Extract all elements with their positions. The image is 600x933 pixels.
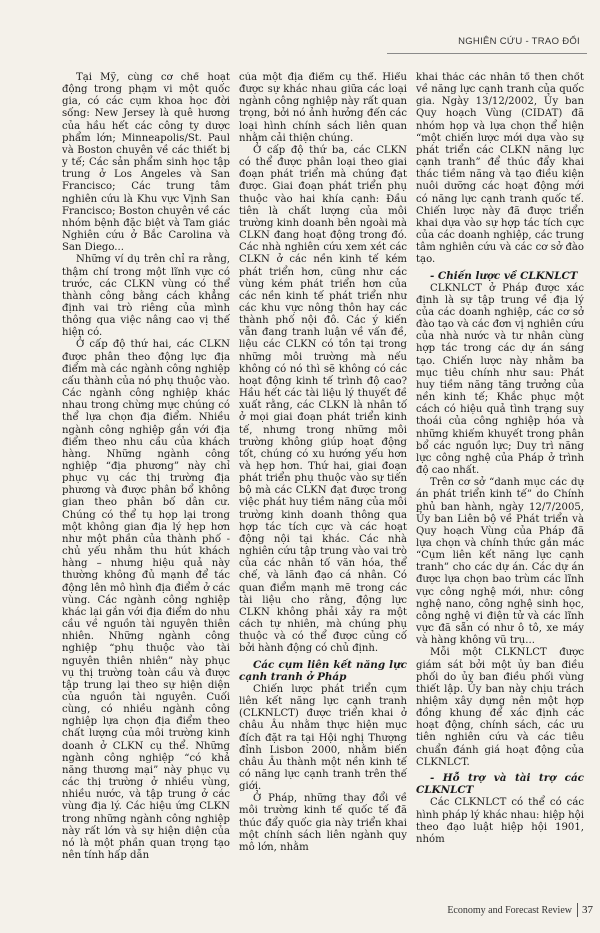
paragraph: CLKNLCT ở Pháp được xác định là sự tập trung về địa lý của các doanh nghiệp, các cơ sở đào tạo và các đơn vị nghiên cứu của nhà nước và tư nhân cùng hợp tác trong các dự án sáng tạo. Chiến lược này nhằm ba mục tiêu chính như sau: Phát huy tiềm năng tăng trưởng của nền kinh tế; Khắc phục một cách có hiệu quả tình trạng suy thoái của công nghiệp hóa và những khiếm khuyết trong phân bổ các nguồn lực; Duy trì năng lực công nghệ của Pháp ở trình độ cao nhất. <box>416 282 584 477</box>
column-2 <box>239 72 407 892</box>
paragraph: Những ví dụ trên chỉ ra rằng, thậm chí trong một lĩnh vực có trước, các CLKN vùng có thể thành công bằng cách khẳng định vai trò riêng của mình thông qua việc nâng cao vị thế hiện có. <box>62 254 230 339</box>
paragraph: Mỗi một CLKNLCT được giám sát bởi một ủy ban điều phối do ủy ban điều phối vùng thiết lập. Ủy ban này chịu trách nhiệm xây dựng nên một hợp đồng khung để xác định các hoạt động, chính sách, các ưu tiên nghiên cứu và các tiêu chuẩn đánh giá hoạt động của CLKNLCT. <box>416 647 584 768</box>
section-title: NGHIÊN CỨU - TRAO ĐỔI <box>458 36 580 47</box>
column-1 <box>62 72 230 892</box>
paragraph: Các CLKNLCT có thể có các hình pháp lý khác nhau: hiệp hội theo đạo luật hiệp hội 1901, nhóm <box>416 797 584 845</box>
section-heading: - Hỗ trợ và tài trợ các CLKNLCT <box>416 771 584 797</box>
header-divider <box>387 53 587 54</box>
paragraph: Chiến lược phát triển cụm liên kết năng lực cạnh tranh (CLKNLCT) được triển khai ở châu Âu nhằm thực hiện mục đích đặt ra tại Hội nghị Thượng đỉnh Lisbon 2000, nhằm biến châu Âu thành một nền kinh tế có năng lực cạnh tranh trên thế giới. <box>239 683 407 793</box>
paragraph: Ở cấp độ thứ ba, các CLKN có thể được phân loại theo giai đoạn phát triển mà chúng đạt được. Giai đoạn phát triển phụ thuộc vào hai khía cạnh: Đầu tiên là chất lượng của môi trường kinh doanh bên ngoài mà CLKN đang hoạt động trong đó. Các nhà nghiên cứu xem xét các CLKN ở các nền kinh tế kém phát triển hơn, cũng như các vùng kém phát triển hơn của các nền kinh tế phát triển như các khu vực nông thôn hay các thành phố nội đô. Các ý kiến vẫn đang tranh luận về vấn đề, liệu các CLKN có tồn tại trong những môi trường mà nếu không có nó thì sẽ không có các hoạt động kinh tế trình độ cao? Hầu hết các tài liệu lý thuyết đề xuất rằng, các CLKN là nhân tố ở mọi giai đoạn phát triển kinh tế, nhưng trong những môi trường không giúp hoạt động tốt, chúng có xu hướng yếu hơn và hẹp hơn. Thứ hai, giai đoạn phát triển phụ thuộc vào sự tiến bộ mà các CLKN đạt được trong việc phát huy tiềm năng của môi trường kinh doanh thông qua hợp tác tích cực và các hoạt động nội tại khác. Các nhà nghiên cứu tập trung vào vai trò của các nhân tố văn hóa, thể chế, và lãnh đạo cá nhân. Có quan điểm mạnh mẽ trong các tài liệu cho rằng, động lực CLKN không phải xảy ra một cách tự nhiên, mà chúng phụ thuộc và có thể được củng cố bởi hành động có chủ định. <box>239 144 407 655</box>
journal-name: Economy and Forecast Review <box>447 905 572 916</box>
column-3 <box>416 72 584 892</box>
page-header <box>0 0 600 70</box>
page-number: 37 <box>582 904 593 916</box>
article-body <box>62 72 584 892</box>
page-footer <box>0 900 600 933</box>
section-heading: Các cụm liên kết năng lực cạnh tranh ở Pháp <box>239 658 407 683</box>
paragraph: Trên cơ sở “danh mục các dự án phát triển kinh tế” do Chính phủ ban hành, ngày 12/7/2005, Ủy ban Liên bộ về Phát triển và Quy hoạch Vùng của Pháp đã lựa chọn và chính thức gắn mác “Cụm liên kết năng lực cạnh tranh” cho các dự án. Các dự án được lựa chọn bao trùm các lĩnh vực công nghệ mới, như: công nghệ nano, công nghệ sinh học, công nghệ vi điện tử và các lĩnh vực đã sẵn có như ô tô, xe máy và hàng không vũ trụ... <box>416 477 584 647</box>
footer-divider <box>577 903 578 917</box>
section-heading: - Chiến lược về CLKNLCT <box>430 269 578 282</box>
paragraph: Ở cấp độ thứ hai, các CLKN được phân theo động lực địa điểm mà các ngành công nghiệp cấu thành của nó phụ thuộc vào. Các ngành công nghiệp khác nhau trong chừng mực chúng có thể lựa chọn địa điểm. Nhiều ngành công nghiệp gắn với địa điểm theo nhu cầu của khách hàng. Những ngành công nghiệp “địa phương” này chỉ phục vụ các thị trường địa phương và được phân bổ không gian theo phân bố dân cư. Chúng có thể tụ họp lại trong một không gian địa lý hẹp hơn như một phần của thành phố - chủ yếu nhằm thu hút khách hàng – nhưng hiệu quả này thường không đủ mạnh để tác động lên mô hình địa điểm ở các vùng. Các ngành công nghiệp khác lại gắn với địa điểm do nhu cầu về nguồn tài nguyên thiên nhiên. Những ngành công nghiệp “phụ thuộc vào tài nguyên thiên nhiên” này phục vụ thị trường toàn cầu và được tập trung lại theo sự hiện diện của nguồn tài nguyên. Cuối cùng, có nhiều ngành công nghiệp lựa chọn địa điểm theo chất lượng của môi trường kinh doanh ở CLKN cụ thể. Những ngành công nghiệp “có khả năng thương mại” này phục vụ các thị trường ở nhiều vùng, nhiều nước, và tập trung ở các vùng địa lý. Các hiệu ứng CLKN trong những ngành công nghiệp này rất lớn và sự hiện diện của nó là một phần quan trọng tạo nên tính hấp dẫn <box>62 339 230 861</box>
paragraph: Tại Mỹ, cùng cơ chế hoạt động trong phạm vi một quốc gia, có các cụm khoa học đời sống: New Jersey là quê hương của hầu hết các công ty dược phẩm lớn; Minneapolis/St. Paul và Boston chuyên về các thiết bị y tế; Các sản phẩm sinh học tập trung ở Los Angeles và San Francisco; Các trung tâm nghiên cứu là Khu vực Vịnh San Francisco; Boston chuyên về các nhóm bệnh đặc biệt và Tam giác Nghiên cứu ở Bắc Carolina và San Diego... <box>62 72 230 254</box>
paragraph: Ở Pháp, những thay đổi về môi trường kinh tế quốc tế đã thúc đẩy quốc gia này triển khai một chính sách liên ngành quy mô lớn, nhằm <box>239 793 407 853</box>
paragraph: khai thác các nhân tố then chốt về năng lực cạnh tranh của quốc gia. Ngày 13/12/2002, Ủy ban Quy hoạch Vùng (CIDAT) đã nhóm họp và lựa chọn thể hiện “một chiến lược mới dựa vào sự phát triển các CLKN năng lực cạnh tranh” để thúc đẩy khai thác tiềm năng và tạo điều kiện nuôi dưỡng các hoạt động mới có năng lực cạnh tranh quốc tế. Chiến lược này đã được triển khai dựa vào sự hợp tác tích cực của các doanh nghiệp, các trung tâm nghiên cứu và các cơ sở đào tạo. <box>416 72 584 266</box>
paragraph: của một địa điểm cụ thể. Hiểu được sự khác nhau giữa các loại ngành công nghiệp này rất quan trọng, bởi nó ảnh hưởng đến các loại hình chính sách liên quan nhằm cải thiện chúng. <box>239 72 407 144</box>
